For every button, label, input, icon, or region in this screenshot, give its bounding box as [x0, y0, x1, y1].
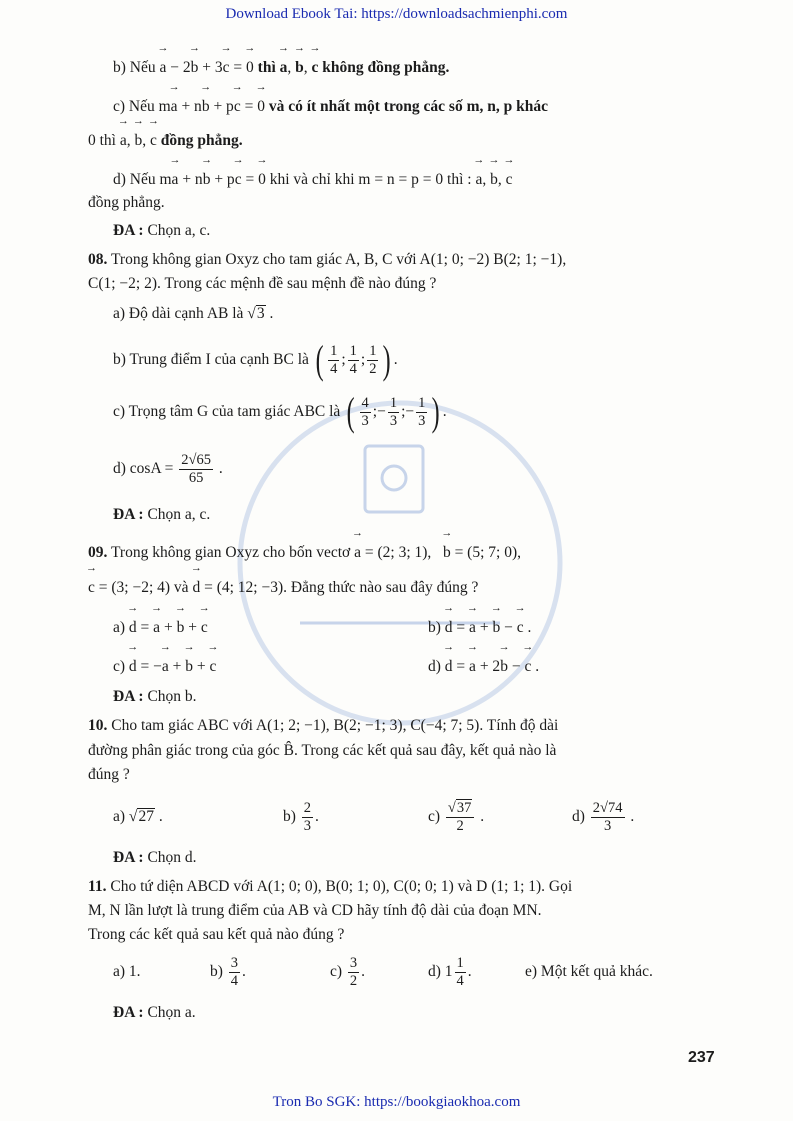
q9-option-a: a) → d = → a + → b + → c	[113, 618, 208, 638]
q10-option-b: b) $\frac{2}{3}$ .	[283, 799, 319, 834]
q10-stem-line3: đúng ?	[88, 766, 130, 783]
q11-option-a: a) 1.	[113, 963, 141, 980]
q11-option-d: d) 1 $\frac{1}{4}$ .	[428, 954, 472, 989]
q10-option-a: a) √27 .	[113, 808, 163, 825]
q7-option-b: b) Nếu → a − 2→ b + 3→ c = → 0 thì → a, → b, → c không đồng phẳng.	[113, 58, 449, 78]
watermark-logo-icon	[235, 398, 565, 728]
q11-stem-line1: 11. Cho tứ diện ABCD với A(1; 0; 0), B(0; 1; 0), C(0; 0; 1) và D (1; 1; 1). Gọi	[88, 878, 573, 895]
q10-option-d: d) $\frac{2√74}{3}$ .	[572, 799, 635, 834]
q10-answer: ĐA : Chọn d.	[113, 849, 197, 866]
q11-option-c: c) $\frac{3}{2}$ .	[330, 954, 366, 989]
q7-option-c-line2: 0 thì → a, → b, → c đồng phẳng.	[88, 131, 243, 151]
q8-option-c: c) Trọng tâm G của tam giác ABC là ( $\frac{4}{3}$ ;− $\frac{1}{3}$ ;− $\frac{1}{3}$ ) .	[113, 389, 447, 435]
q8-option-d: d) cosA = $\frac{2√65}{65}$ .	[113, 451, 223, 486]
q10-stem-line1: 10. Cho tam giác ABC với A(1; 2; −1), B(2; −1; 3), C(−4; 7; 5). Tính độ dài	[88, 717, 559, 734]
header-download-link[interactable]: Download Ebook Tai: https://downloadsachmienphi.com	[225, 6, 568, 22]
q8-option-a: a) Độ dài cạnh AB là √3 .	[113, 305, 274, 322]
q7-option-d-line2: đồng phẳng.	[88, 194, 165, 211]
q8-stem-line2: C(1; −2; 2). Trong các mệnh đề sau mệnh đề nào đúng ?	[88, 275, 437, 292]
q8-stem-line1: 08. Trong không gian Oxyz cho tam giác A, B, C với A(1; 0; −2) B(2; 1; −1),	[88, 251, 567, 268]
q11-stem-line2: M, N lần lượt là trung điểm của AB và CD hãy tính độ dài của đoạn MN.	[88, 902, 542, 919]
q10-stem-line2: đường phân giác trong của góc B̂. Trong các kết quả sau đây, kết quả nào là	[88, 742, 557, 759]
q8-answer: ĐA : Chọn a, c.	[113, 506, 211, 523]
q8-option-b: b) Trung điểm I của cạnh BC là ( $\frac{1}{4}$ ; $\frac{1}{4}$ ; $\frac{1}{2}$ ) .	[113, 337, 398, 383]
q11-answer: ĐA : Chọn a.	[113, 1004, 196, 1021]
page-number: 237	[688, 1049, 715, 1066]
q9-answer: ĐA : Chọn b.	[113, 688, 197, 705]
q9-option-c: c) → d = −→ a + → b + → c	[113, 657, 216, 677]
q11-option-b: b) $\frac{3}{4}$ .	[210, 954, 246, 989]
q10-option-c: c) $\frac{√37}{2}$ .	[428, 800, 485, 835]
q7-answer: ĐA : Chọn a, c.	[113, 222, 211, 239]
q9-option-b: b) → d = → a + → b − → c .	[428, 618, 531, 638]
q7-option-c-line1: c) Nếu m→ a + n→ b + p→ c = → 0 và có ít nhất một trong các số m, n, p khác	[113, 97, 548, 117]
q9-stem-line2: → c = (3; −2; 4) và → d = (4; 12; −3). Đẳng thức nào sau đây đúng ?	[88, 578, 478, 598]
q11-option-e: e) Một kết quả khác.	[525, 963, 653, 980]
q9-stem-line1: 09. Trong không gian Oxyz cho bốn vectơ → a = (2; 3; 1), → b = (5; 7; 0),	[88, 543, 521, 563]
q9-option-d: d) → d = → a + 2→ b − → c .	[428, 657, 539, 677]
q11-stem-line3: Trong các kết quả sau kết quả nào đúng ?	[88, 926, 345, 943]
footer-textbook-link[interactable]: Tron Bo SGK: https://bookgiaokhoa.com	[272, 1094, 521, 1110]
q7-option-d-line1: d) Nếu m→ a + n→ b + p→ c = → 0 khi và chỉ khi m = n = p = 0 thì : → a, → b, → c	[113, 170, 513, 190]
